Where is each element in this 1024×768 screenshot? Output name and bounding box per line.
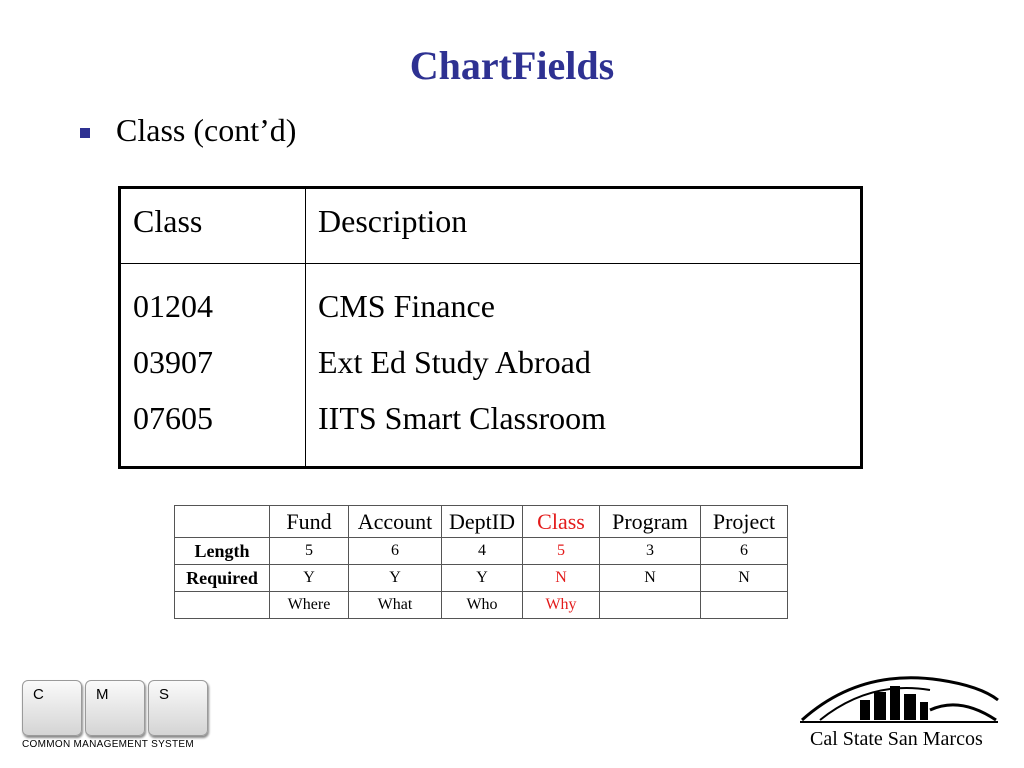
descriptions-cell: [306, 264, 862, 468]
cf-meaning-program: [600, 592, 701, 619]
cf-meaning-project: [701, 592, 788, 619]
header-class: Class: [120, 188, 306, 264]
cf-length-project: 6: [701, 538, 788, 565]
cf-corner-cell: [175, 506, 270, 538]
slide-title: ChartFields: [409, 43, 615, 88]
cf-meaning-row: [175, 592, 788, 619]
cf-col-project: Project: [701, 506, 788, 538]
class-description-table: [118, 186, 863, 469]
cf-col-deptid: DeptID: [442, 506, 523, 538]
cf-row-label-empty: [175, 592, 270, 619]
cf-col-class: Class: [523, 506, 600, 538]
bullet-text: Class (cont’d): [116, 112, 297, 148]
cf-required-account: Y: [349, 565, 442, 592]
cf-required-class: N: [523, 565, 600, 592]
square-bullet-icon: [80, 128, 90, 138]
class-code: 01204: [133, 288, 213, 324]
table-body-row: [120, 264, 862, 468]
class-code: 03907: [133, 344, 213, 380]
cms-caption: COMMON MANAGEMENT SYSTEM: [22, 739, 195, 750]
csusm-logo: [800, 666, 1000, 756]
class-codes-cell: [120, 264, 306, 468]
cf-col-program: Program: [600, 506, 701, 538]
cf-required-deptid: Y: [442, 565, 523, 592]
university-name: Cal State San Marcos: [810, 728, 983, 750]
cf-length-account: 6: [349, 538, 442, 565]
cf-length-fund: 5: [270, 538, 349, 565]
cf-length-deptid: 4: [442, 538, 523, 565]
cf-meaning-fund: Where: [270, 592, 349, 619]
class-description: Ext Ed Study Abroad: [318, 344, 591, 380]
cf-length-row: [175, 538, 788, 565]
keyboard-key-icon: S: [148, 680, 208, 736]
cf-meaning-deptid: Who: [442, 592, 523, 619]
cf-col-account: Account: [349, 506, 442, 538]
class-description: CMS Finance: [318, 288, 495, 324]
class-description: IITS Smart Classroom: [318, 400, 606, 436]
cf-length-program: 3: [600, 538, 701, 565]
class-code: 07605: [133, 400, 213, 436]
cf-required-row: [175, 565, 788, 592]
cf-required-project: N: [701, 565, 788, 592]
csusm-building-icon: [800, 666, 1000, 726]
cf-meaning-account: What: [349, 592, 442, 619]
cms-logo: [22, 680, 212, 752]
cf-row-label-length: Length: [175, 538, 270, 565]
cf-length-class: 5: [523, 538, 600, 565]
header-description: Description: [306, 188, 862, 264]
cf-required-program: N: [600, 565, 701, 592]
keyboard-key-icon: M: [85, 680, 145, 736]
cf-meaning-class: Why: [523, 592, 600, 619]
cf-header-row: [175, 506, 788, 538]
table-header-row: [120, 188, 862, 264]
cf-required-fund: Y: [270, 565, 349, 592]
keyboard-key-icon: C: [22, 680, 82, 736]
cf-row-label-required: Required: [175, 565, 270, 592]
cf-col-fund: Fund: [270, 506, 349, 538]
bullet-item: [80, 112, 296, 149]
chartfield-summary-table: [174, 505, 788, 619]
